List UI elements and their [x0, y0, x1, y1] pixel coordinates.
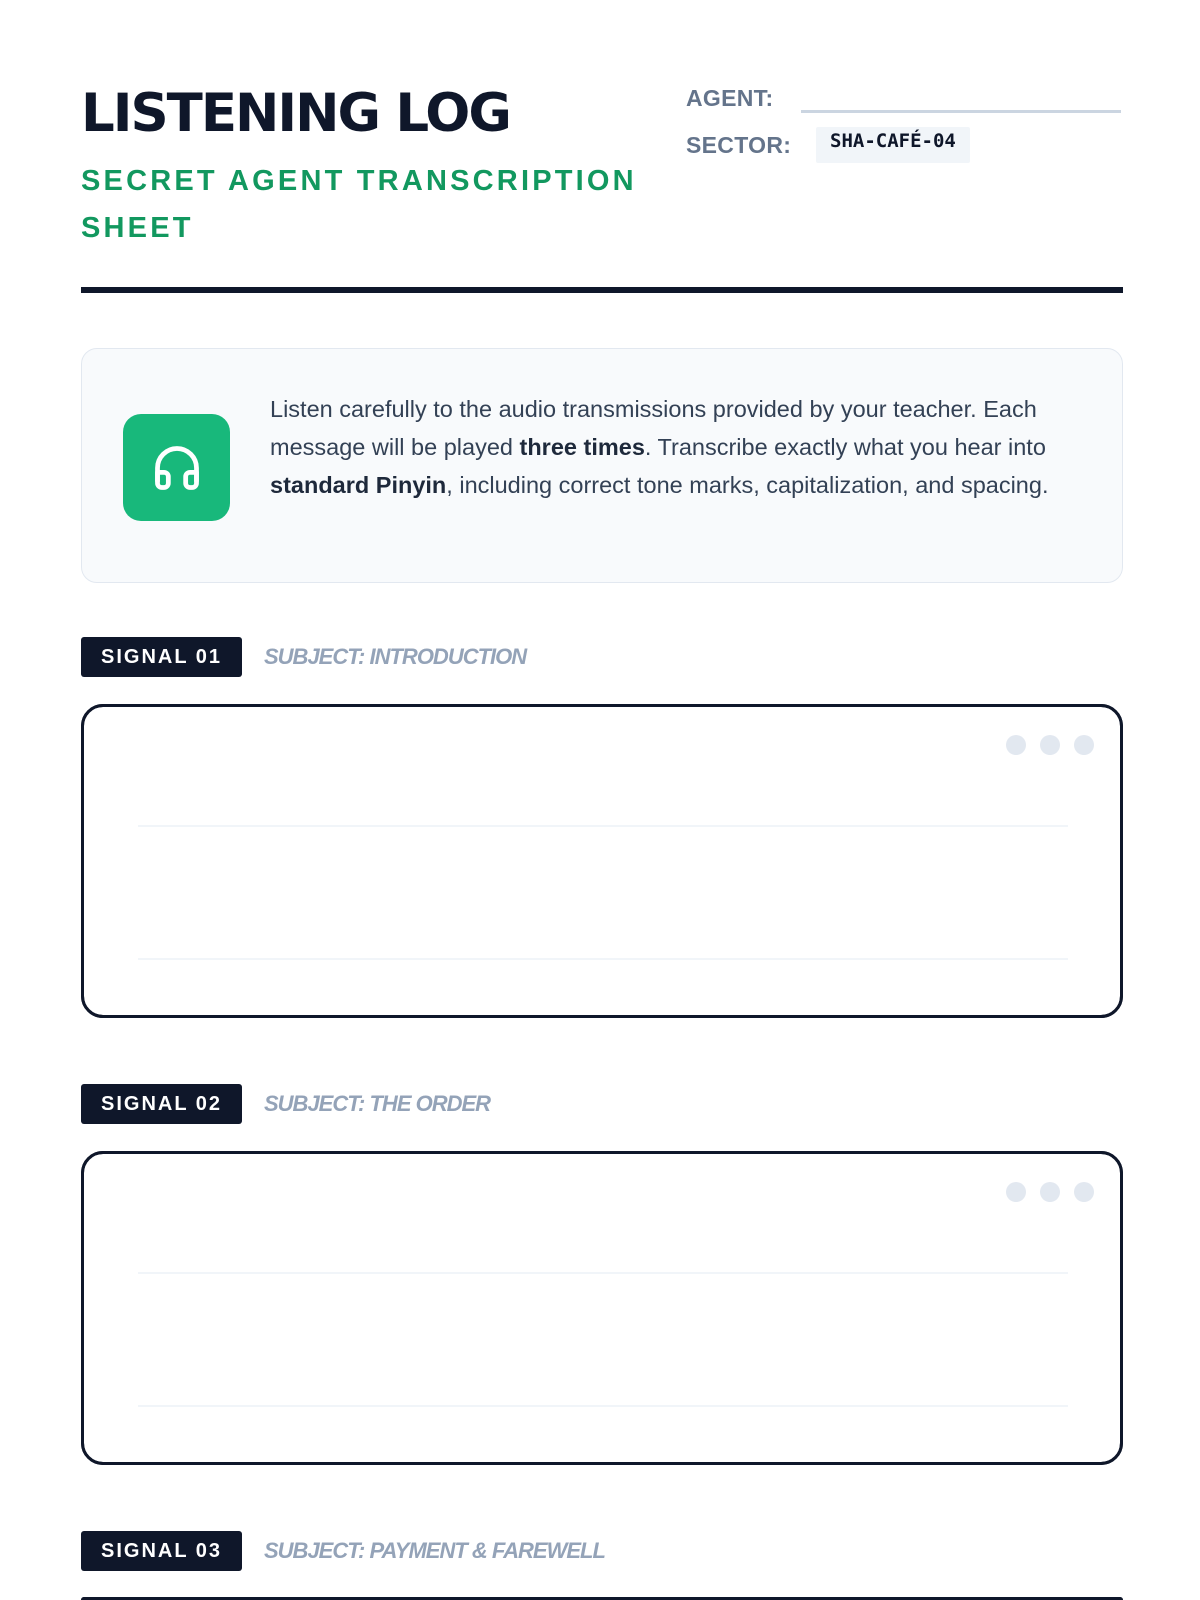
page-subtitle: SECRET AGENT TRANSCRIPTION SHEET [81, 165, 637, 244]
signal-tag: SIGNAL 02 [81, 1084, 242, 1124]
page-title: LISTENING LOG [81, 83, 510, 144]
signal-02-header [81, 1084, 490, 1124]
instructions-bold-pinyin: standard Pinyin [270, 472, 447, 498]
writing-line [138, 1405, 1068, 1407]
signal-subject: SUBJECT: PAYMENT & FAREWELL [264, 1538, 605, 1563]
signal-subject: SUBJECT: INTRODUCTION [264, 644, 527, 669]
window-dots [1006, 735, 1094, 755]
sector-row [686, 127, 791, 163]
header-divider [81, 287, 1123, 293]
agent-label: AGENT: [686, 84, 774, 111]
agent-row [686, 82, 773, 114]
dot [1040, 735, 1060, 755]
worksheet-header [81, 82, 1121, 292]
sector-label: SECTOR: [686, 131, 792, 158]
instructions-panel [81, 348, 1123, 583]
instructions-text [270, 390, 1075, 504]
sector-code-badge: SHA-CAFÉ-04 [816, 127, 970, 163]
dot [1074, 735, 1094, 755]
instructions-text-part-3: , including correct tone marks, capitalization, and spacing. [446, 472, 1049, 498]
headphones-icon [123, 414, 230, 521]
window-dots [1006, 1182, 1094, 1202]
signal-01-box-decor [81, 704, 1123, 1018]
signal-subject: SUBJECT: THE ORDER [264, 1091, 491, 1116]
signal-tag: SIGNAL 03 [81, 1531, 242, 1571]
writing-line [138, 825, 1068, 827]
dot [1040, 1182, 1060, 1202]
instructions-bold-three-times: three times [519, 434, 645, 460]
writing-line [138, 958, 1068, 960]
instructions-text-part-2: . Transcribe exactly what you hear into [644, 434, 1046, 460]
writing-line [138, 1272, 1068, 1274]
dot [1006, 735, 1026, 755]
signal-tag: SIGNAL 01 [81, 637, 242, 677]
instructions-text-part-1: Listen carefully to the audio transmissions provided by your teacher. Each message will be played [270, 396, 1037, 460]
signal-02-box-decor [81, 1151, 1123, 1465]
agent-name-field[interactable] [801, 110, 1121, 113]
dot [1074, 1182, 1094, 1202]
signal-03-header [81, 1531, 605, 1571]
signal-01-header [81, 637, 526, 677]
dot [1006, 1182, 1026, 1202]
